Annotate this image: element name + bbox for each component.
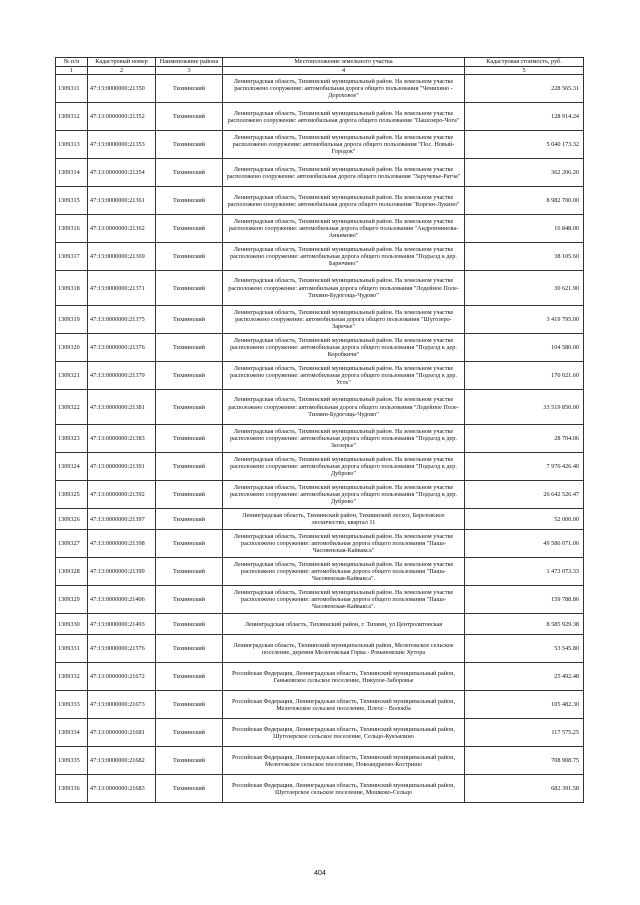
district-name: Тихвинский bbox=[156, 75, 223, 103]
cadastral-number: 47:13:0000000:21371 bbox=[88, 271, 156, 306]
table-header-row bbox=[56, 58, 584, 67]
district-name: Тихвинский bbox=[156, 390, 223, 425]
row-number: 1309330 bbox=[56, 614, 88, 635]
table-row bbox=[56, 362, 584, 390]
row-number: 1309328 bbox=[56, 558, 88, 586]
row-number: 1309336 bbox=[56, 775, 88, 803]
cadastral-value: 170 021.60 bbox=[465, 362, 584, 390]
cadastral-number: 47:13:0000000:21381 bbox=[88, 390, 156, 425]
row-number: 1309335 bbox=[56, 747, 88, 775]
district-name: Тихвинский bbox=[156, 453, 223, 481]
cadastral-number: 47:13:0000000:21376 bbox=[88, 334, 156, 362]
cadastral-value: 708 908.75 bbox=[465, 747, 584, 775]
header-cadastral-number: Кадастровый номер bbox=[88, 58, 156, 67]
cadastral-value: 16 848.00 bbox=[465, 215, 584, 243]
cadastral-number: 47:13:0000000:21350 bbox=[88, 75, 156, 103]
cadastral-number: 47:13:0000000:21369 bbox=[88, 243, 156, 271]
column-number-row bbox=[56, 67, 584, 75]
land-location: Ленинградская область, Тихвинский муниципальный район. На земельном участке расположено сооружение: автомобильная дорога общего пользования "Заручевье-Ратча" bbox=[223, 159, 465, 187]
cadastral-value: 33 519 850.00 bbox=[465, 390, 584, 425]
table-row bbox=[56, 509, 584, 530]
table-row bbox=[56, 719, 584, 747]
cadastral-table bbox=[55, 57, 584, 803]
land-location: Ленинградская область, Тихвинский муниципальный район. На земельном участке расположено сооружение: автомобильная дорога общего пользования "Паша-Часовенская-Кайвакса". bbox=[223, 586, 465, 614]
cadastral-number: 47:13:0000000:21406 bbox=[88, 586, 156, 614]
cadastral-value: 128 914.24 bbox=[465, 103, 584, 131]
row-number: 1309319 bbox=[56, 306, 88, 334]
land-location: Ленинградская область, Тихвинский муниципальный район. На земельном участке расположено сооружение: автомобильная дорога общего пользования "Подъезд к дер. Барючино" bbox=[223, 243, 465, 271]
land-location: Российская Федерация, Ленинградская область, Тихвинский муниципальный район, Ганьковское сельское поселение, Никулое-Заборовье bbox=[223, 663, 465, 691]
row-number: 1309334 bbox=[56, 719, 88, 747]
cadastral-number: 47:13:0000000:21361 bbox=[88, 187, 156, 215]
district-name: Тихвинский bbox=[156, 614, 223, 635]
row-number: 1309332 bbox=[56, 663, 88, 691]
land-location: Ленинградская область, Тихвинский муниципальный район. На земельном участке расположено сооружение: автомобильная дорога общего пользования "Шугозеро-Заречье" bbox=[223, 306, 465, 334]
row-number: 1309327 bbox=[56, 530, 88, 558]
table-row bbox=[56, 243, 584, 271]
table-row bbox=[56, 453, 584, 481]
cadastral-value: 25 492.48 bbox=[465, 663, 584, 691]
district-name: Тихвинский bbox=[156, 719, 223, 747]
row-number: 1309325 bbox=[56, 481, 88, 509]
district-name: Тихвинский bbox=[156, 103, 223, 131]
table-row bbox=[56, 691, 584, 719]
row-number: 1309314 bbox=[56, 159, 88, 187]
land-location: Российская Федерация, Ленинградская область, Тихвинский муниципальный район, Мелегежское сельское поселение, Плеос - Волокба bbox=[223, 691, 465, 719]
row-number: 1309317 bbox=[56, 243, 88, 271]
table-body bbox=[56, 75, 584, 803]
table-row bbox=[56, 635, 584, 663]
district-name: Тихвинский bbox=[156, 159, 223, 187]
land-location: Ленинградская область, Тихвинский муниципальный район. На земельном участке расположено сооружение: автомобильная дорога общего пользования "Лодейное Поле-Тихвин-Будогощь-Чудово" bbox=[223, 390, 465, 425]
column-number-2: 2 bbox=[88, 67, 156, 75]
cadastral-value: 5 040 173.32 bbox=[465, 131, 584, 159]
cadastral-value: 117 575.25 bbox=[465, 719, 584, 747]
row-number: 1309323 bbox=[56, 425, 88, 453]
district-name: Тихвинский bbox=[156, 558, 223, 586]
cadastral-number: 47:13:0000000:21673 bbox=[88, 691, 156, 719]
cadastral-value: 228 565.31 bbox=[465, 75, 584, 103]
cadastral-number: 47:13:0000000:21681 bbox=[88, 719, 156, 747]
district-name: Тихвинский bbox=[156, 663, 223, 691]
land-location: Ленинградская область, Тихвинский район, г. Тихвин, ул Центролитовская bbox=[223, 614, 465, 635]
cadastral-value: 8 585 929.38 bbox=[465, 614, 584, 635]
row-number: 1309321 bbox=[56, 362, 88, 390]
land-location: Ленинградская область, Тихвинский муниципальный район. На земельном участке расположено сооружение: автомобильная дорога общего пользования "Паша-Часовенская-Кайвакса". bbox=[223, 558, 465, 586]
row-number: 1309329 bbox=[56, 586, 88, 614]
table-row bbox=[56, 663, 584, 691]
district-name: Тихвинский bbox=[156, 425, 223, 453]
cadastral-value: 30 621.90 bbox=[465, 271, 584, 306]
cadastral-number: 47:13:0000000:21399 bbox=[88, 558, 156, 586]
table-row bbox=[56, 187, 584, 215]
district-name: Тихвинский bbox=[156, 747, 223, 775]
cadastral-number: 47:13:0000000:21353 bbox=[88, 131, 156, 159]
district-name: Тихвинский bbox=[156, 306, 223, 334]
district-name: Тихвинский bbox=[156, 271, 223, 306]
land-location: Ленинградская область, Тихвинский муниципальный район. На земельном участке расположено сооружение: автомобильная дорога общего пользования "Чемихино - Дороховое" bbox=[223, 75, 465, 103]
row-number: 1309312 bbox=[56, 103, 88, 131]
district-name: Тихвинский bbox=[156, 635, 223, 663]
row-number: 1309331 bbox=[56, 635, 88, 663]
land-location: Ленинградская область, Тихвинский муниципальный район. На земельном участке расположено сооружение: автомобильная дорога общего пользования "Коргин-Лукино" bbox=[223, 187, 465, 215]
cadastral-value: 53 545.80 bbox=[465, 635, 584, 663]
land-location: Ленинградская область, Тихвинский муниципальный район. На земельном участке расположено сооружение: автомобильная дорога общего пользования "Подъезд к дер. Усть" bbox=[223, 362, 465, 390]
land-location: Ленинградская область, Тихвинский муниципальный район, Мелегежское сельское поселение, деревня Мелегежская Горка - Романовские Хутора bbox=[223, 635, 465, 663]
table-row bbox=[56, 271, 584, 306]
district-name: Тихвинский bbox=[156, 509, 223, 530]
row-number: 1309316 bbox=[56, 215, 88, 243]
district-name: Тихвинский bbox=[156, 586, 223, 614]
district-name: Тихвинский bbox=[156, 334, 223, 362]
district-name: Тихвинский bbox=[156, 530, 223, 558]
district-name: Тихвинский bbox=[156, 481, 223, 509]
cadastral-value: 104 580.00 bbox=[465, 334, 584, 362]
column-number-3: 3 bbox=[156, 67, 223, 75]
table-row bbox=[56, 103, 584, 131]
document-sheet bbox=[55, 57, 583, 803]
table-row bbox=[56, 481, 584, 509]
row-number: 1309326 bbox=[56, 509, 88, 530]
cadastral-number: 47:13:0000000:21362 bbox=[88, 215, 156, 243]
cadastral-number: 47:13:0000000:21391 bbox=[88, 453, 156, 481]
cadastral-value: 38 105.60 bbox=[465, 243, 584, 271]
land-location: Ленинградская область, Тихвинский муниципальный район. На земельном участке расположено сооружение: автомобильная дорога общего пользования "Пос. Новый-Городок" bbox=[223, 131, 465, 159]
column-number-1: 1 bbox=[56, 67, 88, 75]
land-location: Ленинградская область, Тихвинский район, Тихвинский лесхоз, Березовское лесничество, квартал 11 bbox=[223, 509, 465, 530]
table-row bbox=[56, 159, 584, 187]
land-location: Ленинградская область, Тихвинский муниципальный район. На земельном участке расположено сооружение: автомобильная дорога общего пользования "Подъезд к дер. Заозерье" bbox=[223, 425, 465, 453]
land-location: Российская Федерация, Ленинградская область, Тихвинский муниципальный район, Шугозерское сельское поселение, Сельцо-Кукъялино bbox=[223, 719, 465, 747]
cadastral-number: 47:13:0000000:21398 bbox=[88, 530, 156, 558]
cadastral-number: 47:13:0000000:21682 bbox=[88, 747, 156, 775]
cadastral-value: 1 473 073.33 bbox=[465, 558, 584, 586]
row-number: 1309320 bbox=[56, 334, 88, 362]
district-name: Тихвинский bbox=[156, 243, 223, 271]
cadastral-value: 3 419 795.00 bbox=[465, 306, 584, 334]
table-row bbox=[56, 334, 584, 362]
district-name: Тихвинский bbox=[156, 775, 223, 803]
header-number: № п/п bbox=[56, 58, 88, 67]
cadastral-value: 105 482.30 bbox=[465, 691, 584, 719]
table-row bbox=[56, 530, 584, 558]
row-number: 1309315 bbox=[56, 187, 88, 215]
land-location: Ленинградская область, Тихвинский муниципальный район. На земельном участке расположено сооружение: автомобильная дорога общего пользования "Подъезд к дер. Дуброво" bbox=[223, 453, 465, 481]
cadastral-number: 47:13:0000000:21672 bbox=[88, 663, 156, 691]
cadastral-number: 47:13:0000000:21397 bbox=[88, 509, 156, 530]
cadastral-value: 26 642 526.47 bbox=[465, 481, 584, 509]
table-row bbox=[56, 614, 584, 635]
row-number: 1309322 bbox=[56, 390, 88, 425]
land-location: Российская Федерация, Ленинградская область, Тихвинский муниципальный район, Мелегежское сельское поселение, Новоандреево-Костришо bbox=[223, 747, 465, 775]
table-row bbox=[56, 425, 584, 453]
land-location: Ленинградская область, Тихвинский муниципальный район. На земельном участке расположено сооружение: автомобильная дорога общего пользования "Подъезд к дер. Дуброво" bbox=[223, 481, 465, 509]
cadastral-value: 52 000.00 bbox=[465, 509, 584, 530]
land-location: Ленинградская область, Тихвинский муниципальный район. На земельном участке расположено сооружение: автомобильная дорога общего пользования "Подъезд к дер. Коробкичи" bbox=[223, 334, 465, 362]
cadastral-number: 47:13:0000000:21683 bbox=[88, 775, 156, 803]
row-number: 1309333 bbox=[56, 691, 88, 719]
header-cadastral-value: Кадастровая стоимость, руб. bbox=[465, 58, 584, 67]
cadastral-number: 47:13:0000000:21375 bbox=[88, 306, 156, 334]
column-number-5: 5 bbox=[465, 67, 584, 75]
cadastral-value: 362 206.20 bbox=[465, 159, 584, 187]
cadastral-value: 682 391.58 bbox=[465, 775, 584, 803]
table-row bbox=[56, 747, 584, 775]
table-row bbox=[56, 775, 584, 803]
column-number-4: 4 bbox=[223, 67, 465, 75]
cadastral-number: 47:13:0000000:21352 bbox=[88, 103, 156, 131]
table-row bbox=[56, 390, 584, 425]
table-row bbox=[56, 586, 584, 614]
cadastral-value: 159 788.86 bbox=[465, 586, 584, 614]
district-name: Тихвинский bbox=[156, 362, 223, 390]
cadastral-value: 28 704.06 bbox=[465, 425, 584, 453]
cadastral-value: 7 976 426.40 bbox=[465, 453, 584, 481]
table-row bbox=[56, 215, 584, 243]
cadastral-number: 47:13:0000000:21383 bbox=[88, 425, 156, 453]
cadastral-number: 47:13:0000000:21576 bbox=[88, 635, 156, 663]
cadastral-value: 49 586 071.06 bbox=[465, 530, 584, 558]
cadastral-number: 47:13:0000000:21379 bbox=[88, 362, 156, 390]
table-row bbox=[56, 75, 584, 103]
land-location: Ленинградская область, Тихвинский муниципальный район. На земельном участке расположено сооружение: автомобильная дорога общего пользования "Андроннинова-Анкимово" bbox=[223, 215, 465, 243]
land-location: Ленинградская область, Тихвинский муниципальный район. На земельном участке расположено сооружение: автомобильная дорога общего пользования "Лодейное Поле-Тихвин-Будогощь-Чудово" bbox=[223, 271, 465, 306]
row-number: 1309318 bbox=[56, 271, 88, 306]
land-location: Ленинградская область, Тихвинский муниципальный район. На земельном участке расположено сооружение: автомобильная дорога общего пользования "Паша-Часовенская-Кайвакса" bbox=[223, 530, 465, 558]
table-row bbox=[56, 306, 584, 334]
table-row bbox=[56, 131, 584, 159]
header-location: Местоположение земельного участка bbox=[223, 58, 465, 67]
cadastral-number: 47:13:0000000:21392 bbox=[88, 481, 156, 509]
district-name: Тихвинский bbox=[156, 187, 223, 215]
page-number: 404 bbox=[314, 870, 326, 877]
cadastral-number: 47:13:0000000:21493 bbox=[88, 614, 156, 635]
row-number: 1309324 bbox=[56, 453, 88, 481]
cadastral-value: 8 982 700.00 bbox=[465, 187, 584, 215]
district-name: Тихвинский bbox=[156, 131, 223, 159]
district-name: Тихвинский bbox=[156, 691, 223, 719]
row-number: 1309313 bbox=[56, 131, 88, 159]
land-location: Российская Федерация, Ленинградская область, Тихвинский муниципальный район, Шугозерское сельское поселение, Мошково-Сельцо bbox=[223, 775, 465, 803]
table-row bbox=[56, 558, 584, 586]
land-location: Ленинградская область, Тихвинский муниципальный район. На земельном участке расположено сооружение: автомобильная дорога общего пользования "Пашозеро-Чога" bbox=[223, 103, 465, 131]
cadastral-number: 47:13:0000000:21354 bbox=[88, 159, 156, 187]
row-number: 1309311 bbox=[56, 75, 88, 103]
district-name: Тихвинский bbox=[156, 215, 223, 243]
header-district: Наименование района bbox=[156, 58, 223, 67]
